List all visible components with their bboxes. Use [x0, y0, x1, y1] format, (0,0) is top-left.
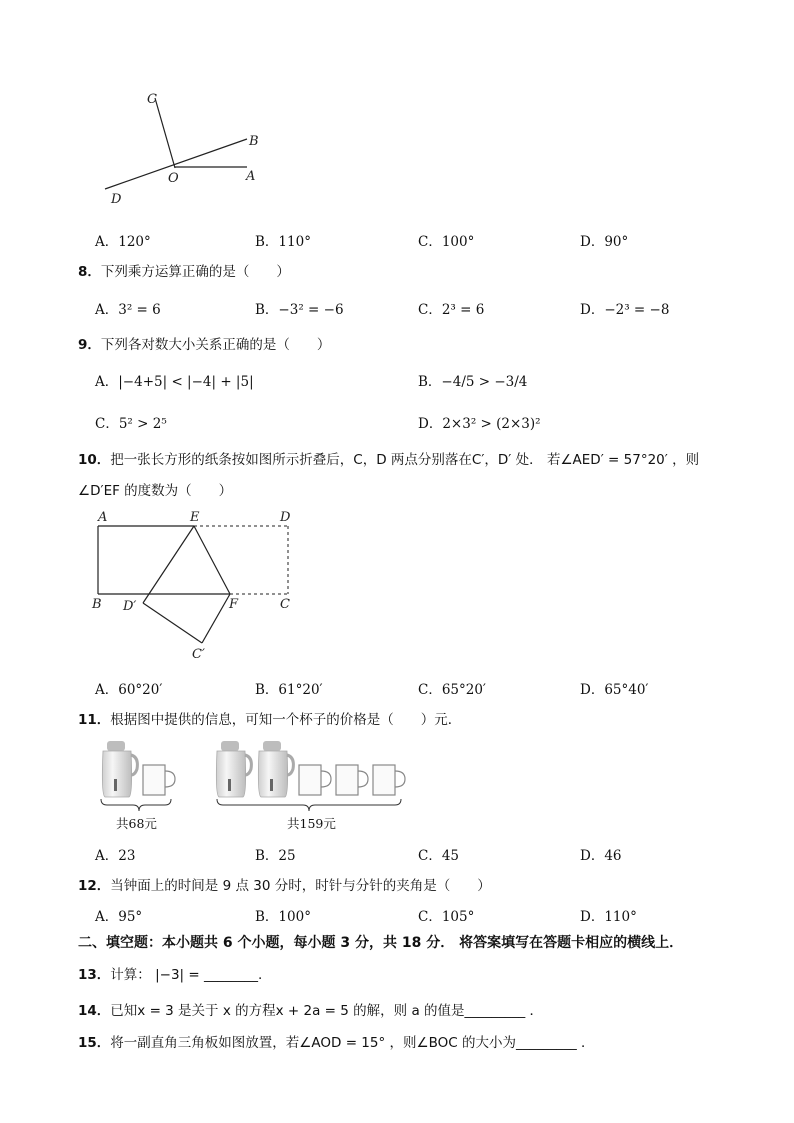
- label-D: D: [280, 510, 291, 525]
- label-D: D: [111, 192, 122, 207]
- q15-stem: [78, 1031, 595, 1051]
- q10-option-d: D．65°40′: [580, 682, 649, 698]
- q9-option-d: D．2×3² > (2×3)²: [418, 416, 541, 432]
- label-C-prime: C′: [192, 647, 205, 662]
- q12-option-b: B．100°: [255, 909, 311, 925]
- q13-text: 计算： |−3| = ________.: [110, 967, 263, 983]
- q11-stem: [78, 708, 461, 728]
- cup-icon: [143, 765, 175, 795]
- caption-group-1: 共68元: [116, 816, 157, 831]
- q7-option-d: D．90°: [580, 234, 629, 250]
- q14-number: 14．: [78, 1003, 111, 1019]
- kettle-icon: [216, 741, 251, 797]
- label-C: C: [280, 597, 290, 612]
- q12-option-d: D．110°: [580, 909, 637, 925]
- kettle-icon: [102, 741, 137, 797]
- q13-number: 13．: [78, 967, 111, 983]
- q9-stem: [78, 333, 330, 353]
- brace-1: [101, 799, 171, 811]
- section-title-fill-blank: 二、填空题：本小题共 6 个小题，每小题 3 分，共 18 分． 将答案填写在答题卡相应的横线上．: [78, 935, 684, 951]
- caption-group-2: 共159元: [287, 816, 336, 831]
- q10-option-a: A．60°20′: [95, 682, 163, 698]
- q11-number: 11．: [78, 712, 111, 728]
- angle-figure-q7: [95, 85, 275, 210]
- q7-option-a: A．120°: [95, 234, 151, 250]
- q11-option-a: A．23: [95, 848, 136, 864]
- q9-option-c: C．5² > 2⁵: [95, 416, 167, 432]
- q8-number: 8．: [78, 264, 101, 280]
- q7-option-c: C．100°: [418, 234, 475, 250]
- label-B: B: [249, 134, 259, 149]
- label-C: C: [147, 92, 157, 107]
- label-D-prime: D′: [123, 599, 137, 614]
- folded-paper-figure-q10: [88, 506, 308, 666]
- q15-text: 将一副直角三角板如图放置，若∠AOD = 15° ，则∠BOC 的大小为_________ ．: [110, 1035, 595, 1051]
- brace-2: [217, 799, 401, 811]
- q11-option-c: C．45: [418, 848, 460, 864]
- q8-stem: [78, 260, 290, 280]
- cup-icon: [373, 765, 405, 795]
- q10-text-1: 把一张长方形的纸条按如图所示折叠后，C，D 两点分别落在C′，D′ 处． 若∠AED′ = 57°20′ ，则: [110, 452, 700, 468]
- kettle-icon: [258, 741, 293, 797]
- q9-text: 下列各对数大小关系正确的是（ ）: [100, 337, 331, 353]
- q14-text: 已知x = 3 是关于 x 的方程x + 2a = 5 的解，则 a 的值是_________ ．: [110, 1003, 544, 1019]
- q15-number: 15．: [78, 1035, 111, 1051]
- cup-icon: [299, 765, 331, 795]
- q10-stem-line1: [78, 448, 699, 468]
- q11-option-d: D．46: [580, 848, 622, 864]
- q8-option-d: D．−2³ = −8: [580, 302, 670, 318]
- q11-text: 根据图中提供的信息，可知一个杯子的价格是（ ）元．: [110, 712, 462, 728]
- q8-option-c: C．2³ = 6: [418, 302, 485, 318]
- q13-stem: [78, 963, 262, 983]
- q10-option-c: C．65°20′: [418, 682, 487, 698]
- q9-option-b: B．−4/5 > −3/4: [418, 374, 528, 390]
- label-E: E: [190, 510, 200, 525]
- label-A: A: [98, 510, 108, 525]
- q11-option-b: B．25: [255, 848, 296, 864]
- q9-option-a: A．|−4+5| < |−4| + |5|: [95, 374, 254, 390]
- q10-number: 10．: [78, 452, 111, 468]
- cup-icon: [336, 765, 368, 795]
- q12-number: 12．: [78, 878, 111, 894]
- q8-text: 下列乘方运算正确的是（ ）: [100, 264, 290, 280]
- q12-option-a: A．95°: [95, 909, 143, 925]
- q8-option-b: B．−3² = −6: [255, 302, 344, 318]
- label-A: A: [246, 169, 256, 184]
- q12-stem: [78, 874, 491, 894]
- q12-text: 当钟面上的时间是 9 点 30 分时，时针与分针的夹角是（ ）: [110, 878, 491, 894]
- label-F: F: [229, 597, 239, 612]
- q8-option-a: A．3² = 6: [95, 302, 161, 318]
- q12-option-c: C．105°: [418, 909, 475, 925]
- q10-option-b: B．61°20′: [255, 682, 323, 698]
- q14-stem: [78, 999, 543, 1019]
- q9-number: 9．: [78, 337, 101, 353]
- q7-option-b: B．110°: [255, 234, 311, 250]
- q10-stem-line2: ∠D′EF 的度数为（ ）: [78, 483, 233, 499]
- label-O: O: [168, 171, 179, 186]
- label-B: B: [92, 597, 102, 612]
